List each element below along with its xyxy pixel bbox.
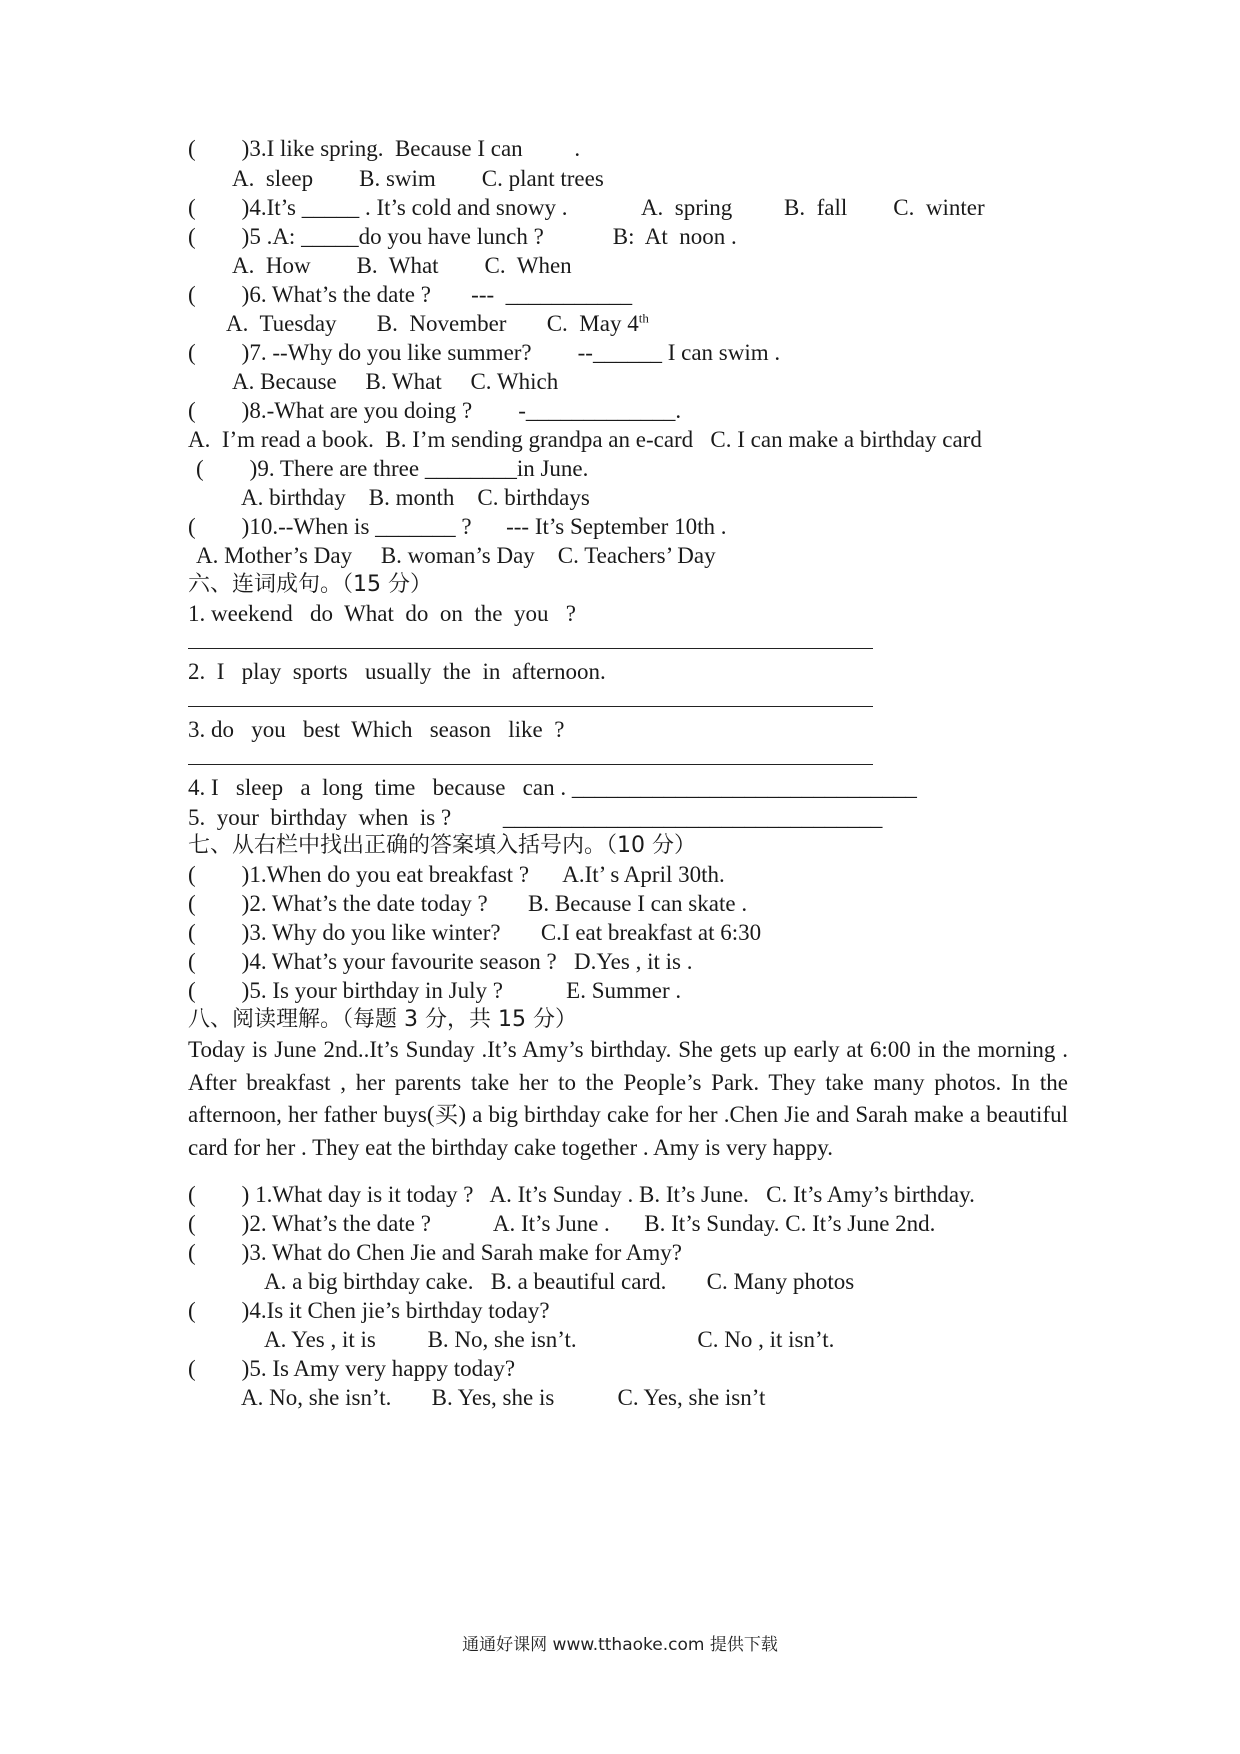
answer-line-2 — [188, 706, 873, 707]
reading-question-2: ( )2. What’s the date ? A. It’s June . B. It’s Sunday. C. It’s June 2nd. — [188, 1211, 936, 1236]
match-4: ( )4. What’s your favourite season ? D.Yes , it is . — [188, 949, 693, 974]
reading-question-3-options: A. a big birthday cake. B. a beautiful card. C. Many photos — [264, 1269, 855, 1294]
reading-question-5-options: A. No, she isn’t. B. Yes, she is C. Yes, she isn’t — [241, 1385, 766, 1410]
question-5-5-options: A. How B. What C. When — [232, 253, 572, 278]
question-5-10-options: A. Mother’s Day B. woman’s Day C. Teachers’ Day — [196, 543, 716, 568]
section-8-header: 八、阅读理解。（每题 3 分，共 15 分） — [188, 1007, 577, 1032]
page-footer: 通通好课网 www.tthaoke.com 提供下载 — [462, 1635, 778, 1655]
answer-line-3 — [188, 764, 873, 765]
question-5-6-options — [226, 309, 1126, 339]
answer-line-1 — [188, 648, 873, 649]
question-5-3-options: A. sleep B. swim C. plant trees — [232, 166, 604, 191]
question-5-9: ( )9. There are three ________in June. — [196, 456, 589, 481]
question-5-8-options: A. I’m read a book. B. I’m sending grandpa an e-card C. I can make a birthday card — [188, 427, 982, 452]
question-5-7: ( )7. --Why do you like summer? --______ I can swim . — [188, 340, 781, 365]
reading-question-4-options: A. Yes , it is B. No, she isn’t. C. No , it isn’t. — [264, 1327, 835, 1352]
question-5-6-options-text: A. Tuesday B. November C. May 4 — [226, 311, 639, 336]
sentence-4-words: 4. I sleep a long time because can . ______________________________ — [188, 775, 917, 800]
question-5-10: ( )10.--When is _______ ? --- It’s September 10th . — [188, 514, 727, 539]
question-5-9-options: A. birthday B. month C. birthdays — [241, 485, 590, 510]
section-6-header: 六、连词成句。（15 分） — [188, 572, 432, 597]
match-3: ( )3. Why do you like winter? C.I eat breakfast at 6:30 — [188, 920, 762, 945]
reading-question-4: ( )4.Is it Chen jie’s birthday today? — [188, 1298, 550, 1323]
sentence-3-words: 3. do you best Which season like ? — [188, 717, 565, 742]
sentence-1-words: 1. weekend do What do on the you ? — [188, 601, 576, 626]
question-5-5: ( )5 .A: _____do you have lunch ? B: At noon . — [188, 224, 737, 249]
reading-question-3: ( )3. What do Chen Jie and Sarah make for Amy? — [188, 1240, 682, 1265]
sentence-5-words: 5. your birthday when is ? _________________________________ — [188, 805, 883, 830]
reading-question-1: ( ) 1.What day is it today ? A. It’s Sunday . B. It’s June. C. It’s Amy’s birthday. — [188, 1182, 975, 1207]
question-5-6: ( )6. What’s the date ? --- ___________ — [188, 282, 633, 307]
question-5-3: ( )3.I like spring. Because I can . — [188, 136, 581, 161]
question-5-7-options: A. Because B. What C. Which — [232, 369, 559, 394]
match-5: ( )5. Is your birthday in July ? E. Summer . — [188, 978, 682, 1003]
sentence-2-words: 2. I play sports usually the in afternoon. — [188, 659, 606, 684]
match-2: ( )2. What’s the date today ? B. Because I can skate . — [188, 891, 748, 916]
reading-passage: Today is June 2nd..It’s Sunday .It’s Amy’s birthday. She gets up early at 6:00 in the morning . After breakfast , her parents take her to the People’s Park. They take many photos. In the afternoon, her father buys(买) a big birthday cake for her .Chen Jie and Sarah make a beautiful card for her . They eat the birthday cake together . Amy is very happy. — [188, 1037, 1068, 1160]
reading-question-5: ( )5. Is Amy very happy today? — [188, 1356, 516, 1381]
question-5-4: ( )4.It’s _____ . It’s cold and snowy . A. spring B. fall C. winter — [188, 195, 985, 220]
ordinal-suffix: th — [638, 310, 649, 326]
match-1: ( )1.When do you eat breakfast ? A.It’ s April 30th. — [188, 862, 725, 887]
question-5-8: ( )8.-What are you doing ? -_____________. — [188, 398, 682, 423]
section-7-header: 七、从右栏中找出正确的答案填入括号内。（10 分） — [188, 833, 696, 858]
